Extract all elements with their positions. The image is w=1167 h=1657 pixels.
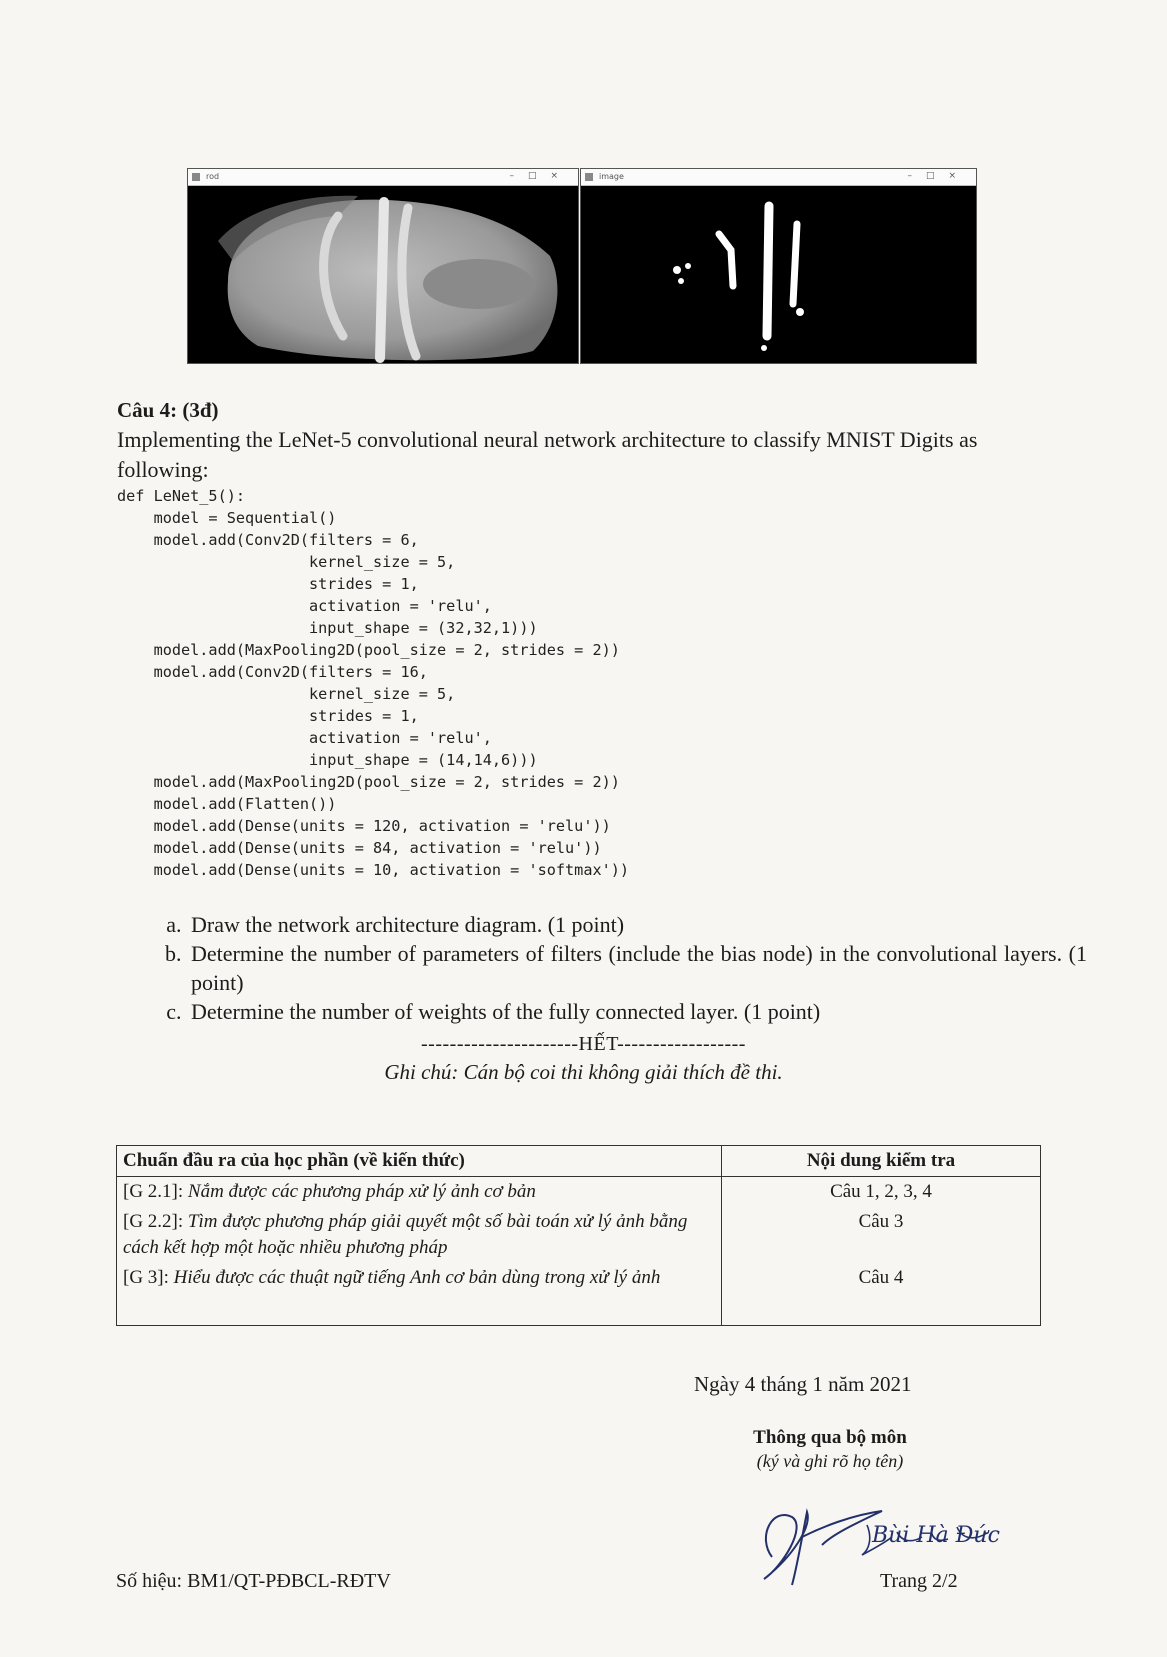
- outcome-text: Tìm được phương pháp giải quyết một số bài toán xử lý ảnh bằng cách kết hợp một hoặc nhiều phương pháp: [123, 1211, 688, 1258]
- right-window-title: image: [599, 172, 624, 181]
- left-image-window: [187, 168, 579, 364]
- task-item-a: a. Draw the network architecture diagram. (1 point): [187, 910, 1087, 939]
- table-header-row: [117, 1146, 1041, 1177]
- question-heading: Câu 4: (3đ): [117, 398, 219, 422]
- window-controls: [509, 171, 572, 181]
- content-cell: Câu 1, 2, 3, 4: [722, 1177, 1041, 1208]
- table-row: [117, 1207, 1041, 1263]
- minimize-icon[interactable]: –: [907, 171, 926, 181]
- question-intro: Implementing the LeNet-5 convolutional neural network architecture to classify MNIST Digits as following:: [117, 427, 978, 482]
- outcome-text: Hiểu được các thuật ngữ tiếng Anh cơ bản dùng trong xử lý ảnh: [173, 1267, 661, 1288]
- segmented-binary-image: [581, 186, 976, 363]
- right-image-window: [580, 168, 977, 364]
- task-item-c: c. Determine the number of weights of the fully connected layer. (1 point): [187, 997, 1087, 1026]
- maximize-icon[interactable]: □: [925, 171, 949, 181]
- close-icon[interactable]: ×: [550, 171, 572, 181]
- end-marker: ----------------------HẾT------------------: [421, 1033, 746, 1055]
- content-cell: Câu 3: [722, 1207, 1041, 1263]
- page-number: Trang 2/2: [880, 1570, 958, 1592]
- window-app-icon: [192, 173, 200, 181]
- signer-name: Bùi Hà Đức: [872, 1523, 1000, 1548]
- outcome-cell: [117, 1207, 722, 1263]
- document-number: Số hiệu: BM1/QT-PĐBCL-RĐTV: [116, 1570, 391, 1592]
- close-icon[interactable]: ×: [948, 171, 970, 181]
- left-window-title: rod: [206, 172, 220, 181]
- table-header-outcomes: Chuẩn đầu ra của học phần (về kiến thức): [117, 1146, 722, 1177]
- table-row: [117, 1177, 1041, 1208]
- table-header-content: Nội dung kiểm tra: [722, 1146, 1041, 1177]
- maximize-icon[interactable]: □: [527, 171, 551, 181]
- lenet5-code-block: def LeNet_5(): model = Sequential() model.add(Conv2D(filters = 6, kernel_size = 5, strides = 1, activation = 'relu', input_shape = (32,32,1))) model.add(MaxPooling2D(pool_size = 2, strides = 2)) model.add(Conv2D(filters = 16, kernel_size = 5, strides = 1, activation = 'relu', input_shape = (14,14,6))) model.add(MaxPooling2D(pool_size = 2, strides = 2)) model.add(Flatten()) model.add(Dense(units = 120, activation = 'relu')) model.add(Dense(units = 84, activation = 'relu')) model.add(Dense(units = 10, activation = 'softmax')): [117, 487, 630, 879]
- approval-title: Thông qua bộ môn: [753, 1427, 907, 1448]
- window-app-icon: [585, 173, 593, 181]
- content-cell: Câu 4: [722, 1263, 1041, 1326]
- window-controls: [907, 171, 970, 181]
- right-window-titlebar: [581, 169, 976, 186]
- exam-note: Ghi chú: Cán bộ coi thi không giải thích đề thi.: [384, 1060, 783, 1084]
- screenshot-figure: [187, 168, 977, 364]
- task-list: [147, 910, 1087, 1026]
- outcome-code: [G 3]:: [123, 1267, 169, 1288]
- minimize-icon[interactable]: –: [509, 171, 528, 181]
- outcome-cell: [117, 1177, 722, 1208]
- xray-grayscale-image: [188, 186, 578, 363]
- outcome-text: Nắm được các phương pháp xử lý ảnh cơ bản: [187, 1181, 536, 1202]
- outcome-code: [G 2.2]:: [123, 1211, 184, 1232]
- approval-subtitle: (ký và ghi rõ họ tên): [756, 1451, 904, 1471]
- outcome-cell: [117, 1263, 722, 1326]
- task-item-b: b. Determine the number of parameters of filters (include the bias node) in the convolutional layers. (1 point): [187, 939, 1087, 997]
- exam-date: Ngày 4 tháng 1 năm 2021: [694, 1372, 912, 1396]
- left-window-titlebar: [188, 169, 578, 186]
- learning-outcomes-table: [116, 1145, 1041, 1326]
- table-row: [117, 1263, 1041, 1326]
- outcome-code: [G 2.1]:: [123, 1181, 184, 1202]
- approval-block: [700, 1427, 960, 1472]
